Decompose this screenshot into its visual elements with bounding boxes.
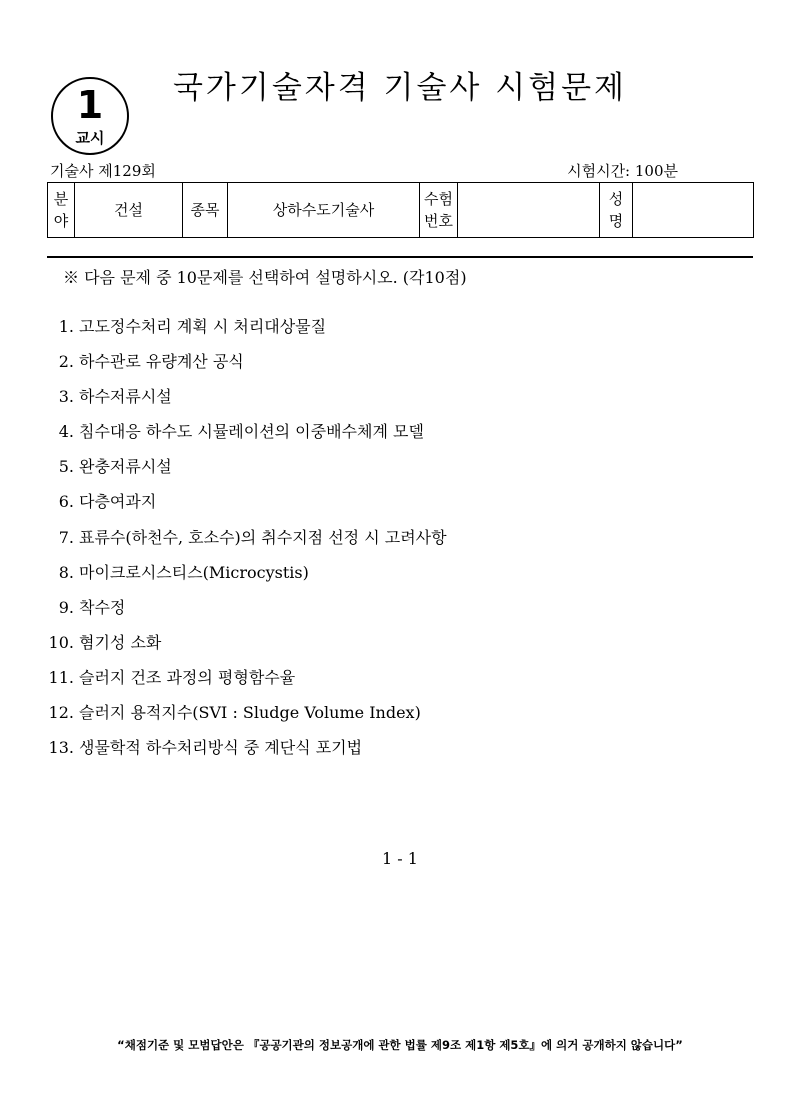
question-item	[40, 737, 447, 772]
question-number: 3.	[58, 387, 74, 407]
question-text: 슬러지 용적지수(SVI : Sludge Volume Index)	[79, 703, 421, 723]
question-number: 13.	[48, 738, 74, 758]
page-number: 1 - 1	[382, 849, 418, 868]
category-value: 상하수도기술사	[228, 183, 420, 238]
question-text: 하수저류시설	[79, 387, 172, 407]
question-item	[40, 562, 447, 597]
question-number: 10.	[48, 632, 74, 652]
exam-number-label	[420, 183, 458, 238]
exam-round: 기술사 제129회	[50, 162, 156, 180]
question-number: 11.	[48, 667, 74, 687]
name-label-bottom: 명	[608, 212, 624, 230]
question-number: 7.	[58, 527, 74, 547]
question-item	[40, 351, 447, 386]
question-number: 4.	[58, 422, 74, 442]
exam-number-label-bottom: 번호	[424, 212, 453, 230]
question-item	[40, 527, 447, 562]
field-label	[48, 183, 75, 238]
question-text: 침수대응 하수도 시뮬레이션의 이중배수체계 모델	[79, 422, 424, 442]
question-number: 8.	[58, 562, 74, 582]
question-item	[40, 597, 447, 632]
name-field[interactable]	[633, 183, 754, 238]
question-text: 하수관로 유량계산 공식	[79, 352, 244, 372]
category-label: 종목	[183, 183, 228, 238]
session-number: 1	[76, 83, 104, 127]
question-text: 생물학적 하수처리방식 중 계단식 포기법	[79, 738, 363, 758]
question-number: 5.	[58, 457, 74, 477]
question-text: 마이크로시스티스(Microcystis)	[79, 562, 309, 582]
question-number: 12.	[48, 703, 74, 723]
question-item	[40, 386, 447, 421]
name-label-top: 성	[608, 190, 624, 208]
instruction-text: ※ 다음 문제 중 10문제를 선택하여 설명하시오. (각10점)	[63, 268, 467, 287]
question-item	[40, 702, 447, 737]
exam-info-table	[47, 182, 754, 238]
question-item	[40, 456, 447, 491]
question-text: 고도정수처리 계획 시 처리대상물질	[79, 317, 327, 336]
exam-number-field[interactable]	[458, 183, 600, 238]
question-number: 6.	[58, 492, 74, 512]
field-label-bottom: 야	[53, 212, 69, 230]
question-number: 2.	[58, 352, 74, 372]
question-list	[40, 316, 447, 772]
question-number: 1.	[58, 317, 74, 336]
question-text: 착수정	[79, 597, 126, 617]
question-number: 9.	[58, 597, 74, 617]
session-label: 교시	[75, 129, 105, 147]
field-value: 건설	[75, 183, 183, 238]
footer-note: “채점기준 및 모범답안은 『공공기관의 정보공개에 관한 법률 제9조 제1항 제5호』에 의거 공개하지 않습니다”	[117, 1038, 683, 1052]
question-text: 표류수(하천수, 호소수)의 취수지점 선정 시 고려사항	[79, 527, 447, 547]
exam-time: 시험시간: 100분	[567, 162, 678, 180]
question-text: 혐기성 소화	[79, 632, 162, 652]
section-divider	[47, 256, 753, 258]
question-text: 완충저류시설	[79, 457, 172, 477]
question-item	[40, 667, 447, 702]
name-label	[600, 183, 633, 238]
question-text: 다층여과지	[79, 492, 157, 512]
session-badge	[51, 77, 129, 155]
question-item	[40, 632, 447, 667]
field-label-top: 분	[53, 190, 69, 208]
question-item	[40, 316, 447, 351]
question-item	[40, 421, 447, 456]
exam-title: 국가기술자격 기술사 시험문제	[172, 70, 627, 106]
question-item	[40, 491, 447, 526]
exam-number-label-top: 수험	[424, 190, 453, 208]
question-text: 슬러지 건조 과정의 평형함수율	[79, 667, 296, 687]
